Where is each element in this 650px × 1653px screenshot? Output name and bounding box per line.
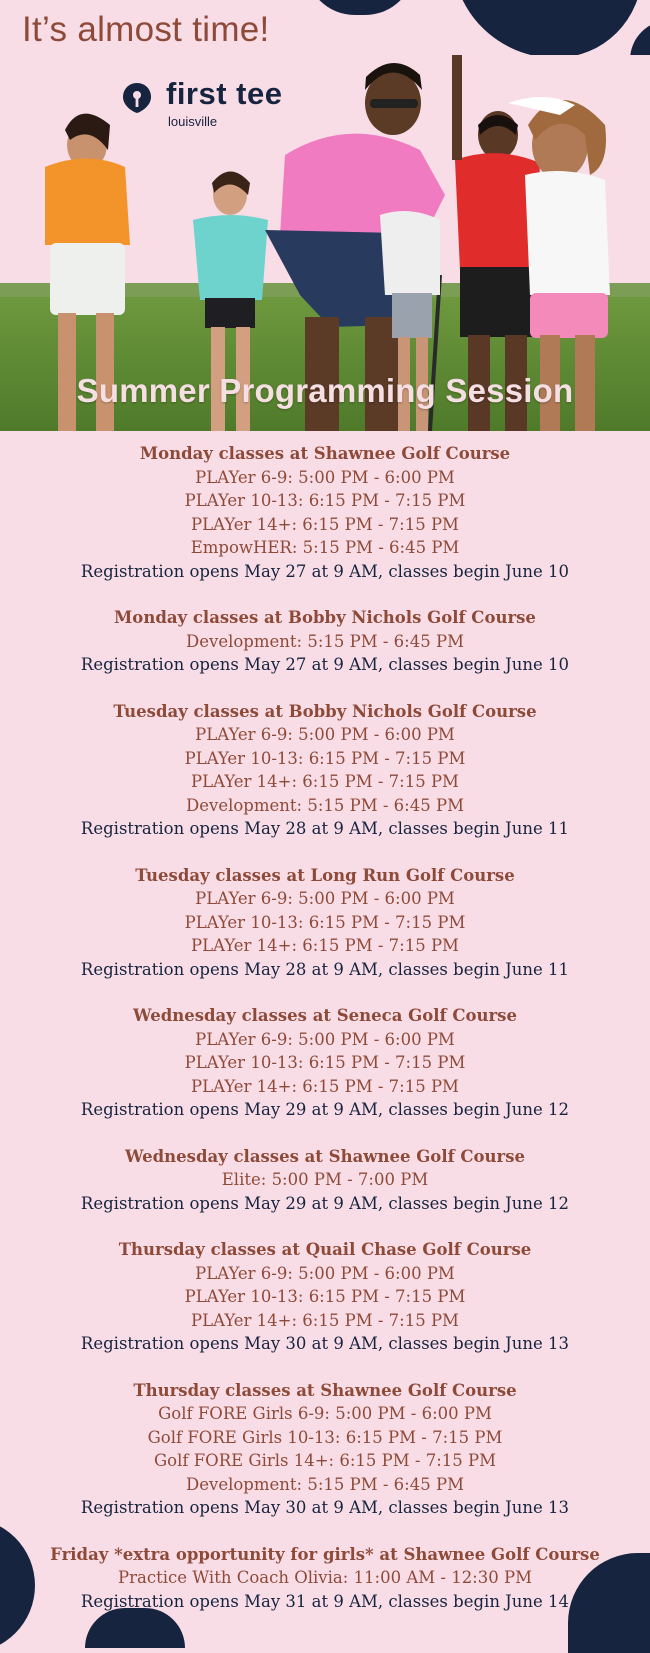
class-time: PLAYer 10-13: 6:15 PM - 7:15 PM	[184, 748, 466, 768]
schedule-block	[0, 1145, 650, 1216]
class-time: PLAYer 10-13: 6:15 PM - 7:15 PM	[184, 1053, 466, 1072]
decorative-blob-top-right	[452, 0, 642, 58]
schedule-block	[0, 442, 650, 583]
schedule-list	[0, 442, 650, 1636]
class-time: Development: 5:15 PM - 6:45 PM	[186, 1474, 464, 1494]
class-time: PLAYer 6-9: 5:00 PM - 6:00 PM	[195, 725, 455, 744]
first-tee-logo	[122, 78, 282, 129]
registration-info: Registration opens May 29 at 9 AM, classes begin June 12	[80, 1100, 570, 1119]
class-time: PLAYer 14+: 6:15 PM - 7:15 PM	[191, 1310, 459, 1330]
class-time: Practice With Coach Olivia: 11:00 AM - 12:30 PM	[118, 1568, 532, 1587]
schedule-block-title: Wednesday classes at Shawnee Golf Course	[124, 1146, 526, 1166]
registration-info: Registration opens May 27 at 9 AM, classes begin June 10	[80, 655, 570, 674]
page-title: It’s almost time!	[22, 10, 270, 49]
class-time: Development: 5:15 PM - 6:45 PM	[186, 795, 464, 815]
class-time: PLAYer 6-9: 5:00 PM - 6:00 PM	[195, 467, 455, 487]
registration-info: Registration opens May 28 at 9 AM, classes begin June 11	[80, 959, 570, 979]
schedule-block	[0, 1379, 650, 1520]
schedule-block	[0, 1004, 650, 1122]
schedule-block-title: Thursday classes at Quail Chase Golf Course	[118, 1240, 532, 1259]
class-time: PLAYer 10-13: 6:15 PM - 7:15 PM	[184, 1287, 466, 1306]
class-time: Golf FORE Girls 10-13: 6:15 PM - 7:15 PM	[147, 1427, 503, 1447]
schedule-block-title: Monday classes at Shawnee Golf Course	[139, 444, 511, 463]
class-time: PLAYer 6-9: 5:00 PM - 6:00 PM	[195, 1263, 455, 1283]
class-time: PLAYer 10-13: 6:15 PM - 7:15 PM	[184, 491, 466, 510]
schedule-block-title: Tuesday classes at Bobby Nichols Golf Course	[113, 701, 537, 721]
schedule-block	[0, 864, 650, 982]
logo-name: first tee	[166, 76, 283, 111]
session-banner: Summer Programming Session	[76, 372, 574, 409]
registration-info: Registration opens May 29 at 9 AM, classes begin June 12	[80, 1193, 570, 1213]
schedule-block-title: Monday classes at Bobby Nichols Golf Course	[114, 608, 536, 627]
class-time: PLAYer 14+: 6:15 PM - 7:15 PM	[191, 514, 459, 534]
class-time: PLAYer 14+: 6:15 PM - 7:15 PM	[191, 772, 459, 791]
registration-info: Registration opens May 30 at 9 AM, classes begin June 13	[80, 1334, 570, 1353]
registration-info: Registration opens May 30 at 9 AM, classes begin June 13	[80, 1498, 570, 1517]
class-time: PLAYer 6-9: 5:00 PM - 6:00 PM	[195, 889, 455, 908]
schedule-block	[0, 700, 650, 841]
schedule-block	[0, 1238, 650, 1356]
class-time: PLAYer 14+: 6:15 PM - 7:15 PM	[191, 1076, 459, 1096]
registration-info: Registration opens May 27 at 9 AM, classes begin June 10	[80, 561, 570, 581]
schedule-block-title: Friday *extra opportunity for girls* at Shawnee Golf Course	[50, 1544, 600, 1564]
decorative-blob-top-center	[305, 0, 415, 15]
schedule-block-title: Tuesday classes at Long Run Golf Course	[135, 865, 515, 885]
logo-city: louisville	[168, 114, 218, 129]
class-time: EmpowHER: 5:15 PM - 6:45 PM	[190, 538, 460, 557]
location-pin-icon	[122, 82, 152, 114]
class-time: Golf FORE Girls 6-9: 5:00 PM - 6:00 PM	[158, 1404, 492, 1423]
registration-info: Registration opens May 28 at 9 AM, classes begin June 11	[80, 819, 570, 838]
class-time: PLAYer 14+: 6:15 PM - 7:15 PM	[191, 936, 459, 955]
schedule-block-title: Thursday classes at Shawnee Golf Course	[133, 1380, 517, 1400]
registration-info: Registration opens May 31 at 9 AM, classes begin June 14	[80, 1591, 570, 1611]
schedule-block	[0, 606, 650, 677]
class-time: Development: 5:15 PM - 6:45 PM	[186, 631, 464, 651]
class-time: PLAYer 6-9: 5:00 PM - 6:00 PM	[195, 1029, 455, 1049]
class-time: Elite: 5:00 PM - 7:00 PM	[221, 1170, 429, 1189]
class-time: PLAYer 10-13: 6:15 PM - 7:15 PM	[184, 912, 466, 932]
class-time: Golf FORE Girls 14+: 6:15 PM - 7:15 PM	[153, 1451, 497, 1470]
schedule-block	[0, 1543, 650, 1614]
schedule-block-title: Wednesday classes at Seneca Golf Course	[133, 1006, 517, 1025]
